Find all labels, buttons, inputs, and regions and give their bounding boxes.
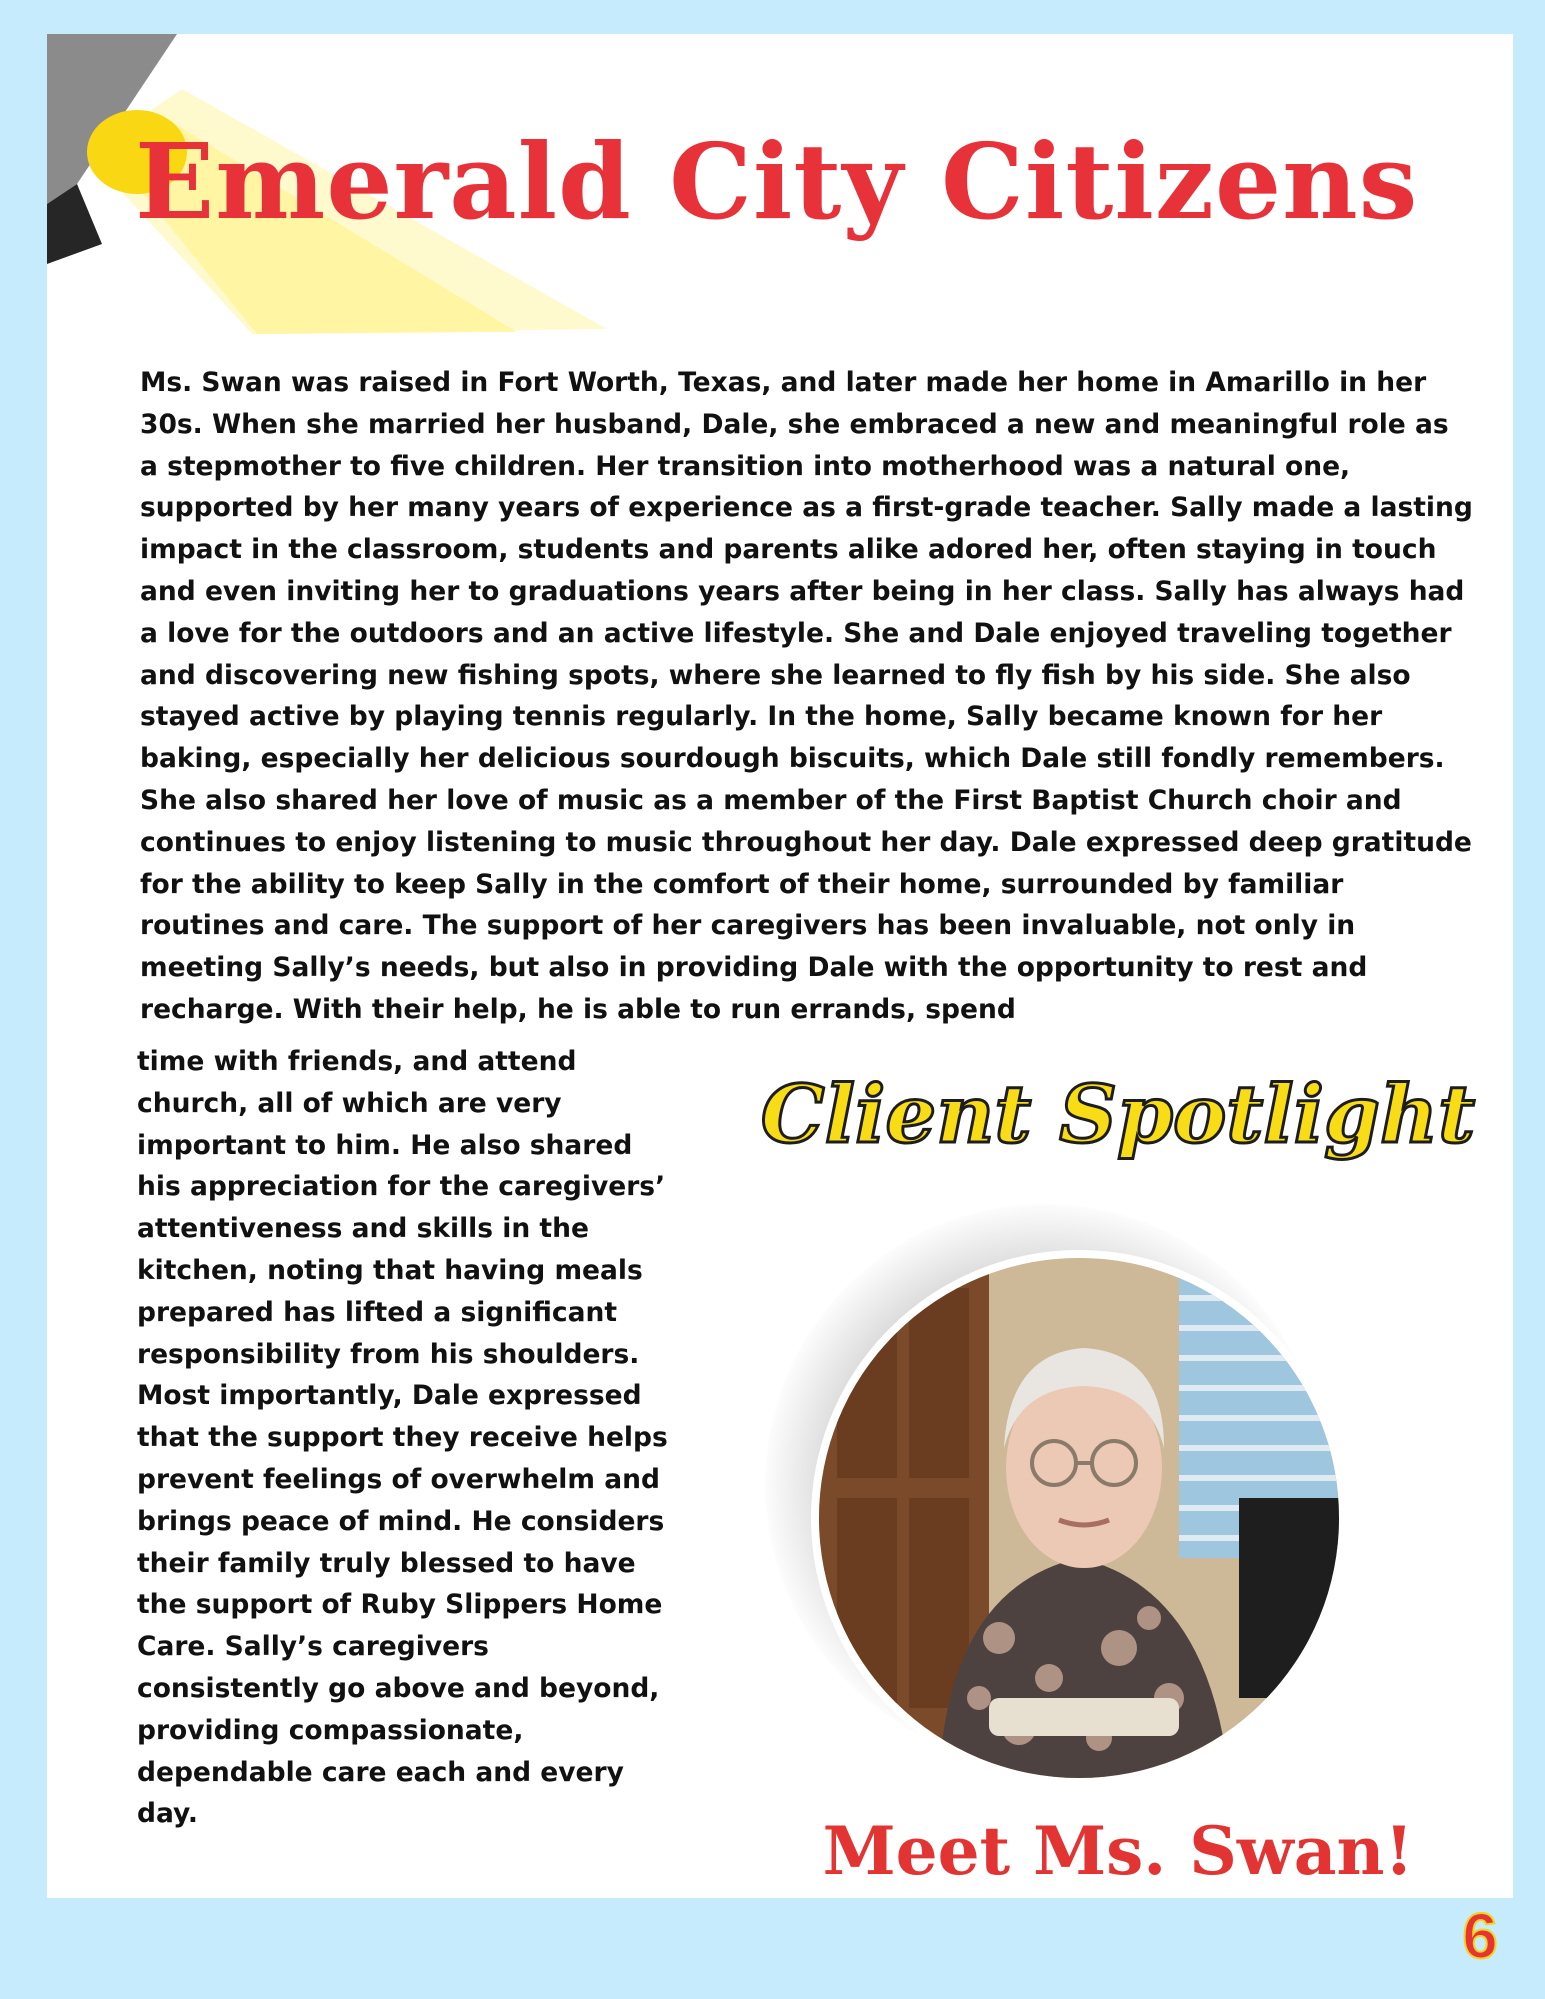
client-spotlight-heading: Client Spotlight (760, 1067, 1476, 1161)
article-intro: Ms. Swan was raised in Fort Worth, Texas, and later made her home in Amarillo in her 30s. When she married her husband, Dale, she embraced a new and meaningful role as a stepmother to five children. Her transition into motherhood was a natural one, supported by her many years of experience as a first-grade teacher. Sally made a lasting impact in the classroom, students and parents alike adored her, often staying in touch and even inviting her to graduations years after being in her class. Sally has always had a love for the outdoors and an active lifestyle. She and Dale enjoyed traveling together and discovering new fishing spots, where she learned to fly fish by his side. She also stayed active by playing tennis regularly. In the home, Sally became known for her baking, especially her delicious sourdough biscuits, which Dale still fondly remembers. She also shared her love of music as a member of the First Baptist Church choir and continues to enjoy listening to music throughout her day. Dale expressed deep gratitude for the ability to keep Sally in the comfort of their home, surrounded by familiar routines and care. The support of her caregivers has been invaluable, not only in meeting Sally’s needs, but also in providing Dale with the opportunity to rest and recharge. With their help, he is able to run errands, spend (140, 367, 1473, 1025)
article-continuation: time with friends, and attend church, all of which are very important to him. He also shared his appreciation for the caregivers’ attentiveness and skills in the kitchen, noting that having meals prepared has lifted a significant responsibility from his shoulders. Most importantly, Dale expressed that the support they receive helps prevent feelings of overwhelm and brings peace of mind. He considers their family truly blessed to have the support of Ruby Slippers Home Care. Sally’s caregivers consistently go above and beyond, providing compassionate, dependable care each and every day. (137, 1046, 668, 1830)
meet-caption: Meet Ms. Swan! (822, 1812, 1414, 1890)
newsletter-page (47, 34, 1513, 1898)
portrait-illustration (819, 1258, 1339, 1778)
masthead-title: Emerald City Citizens (135, 120, 1419, 243)
page-number: 6 (1462, 1900, 1498, 1972)
client-portrait (811, 1250, 1347, 1786)
